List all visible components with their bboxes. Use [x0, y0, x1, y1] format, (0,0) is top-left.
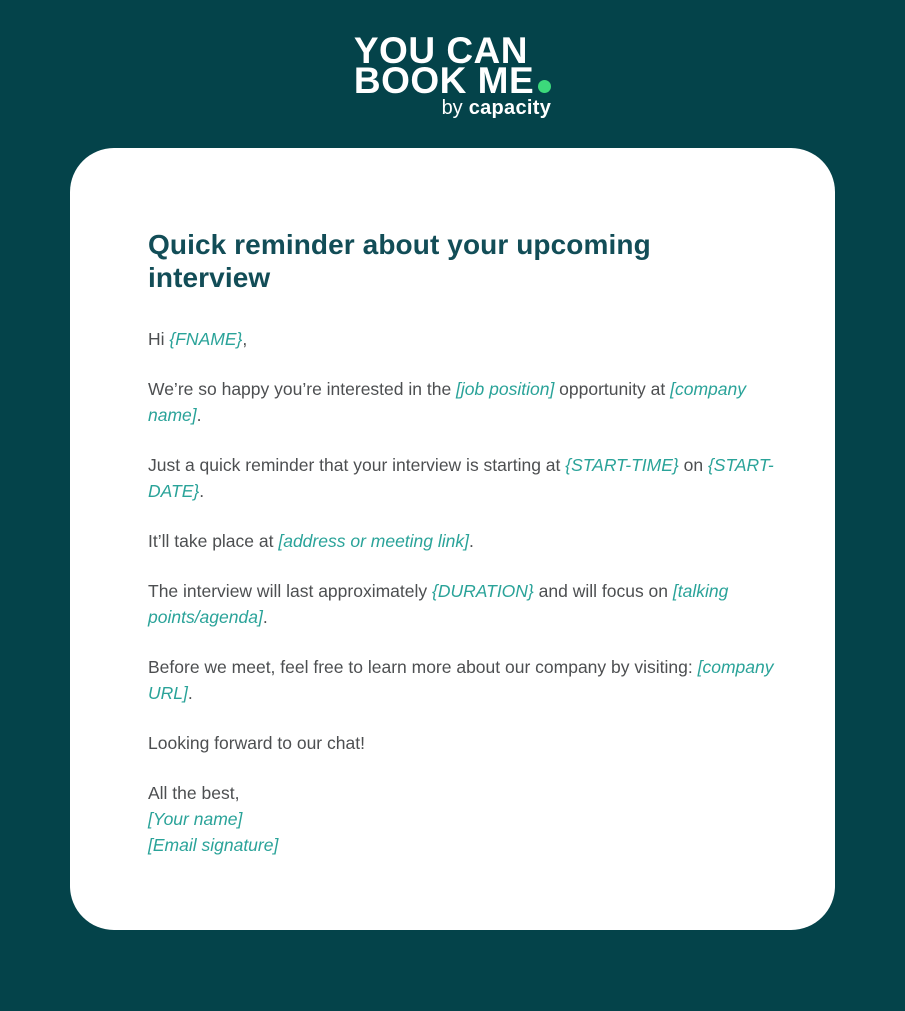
text-segment: The interview will last approximately	[148, 581, 432, 601]
email-paragraph	[148, 326, 777, 352]
text-segment: .	[469, 531, 474, 551]
placeholder-token: {START-DATE}	[148, 455, 774, 501]
text-segment: It’ll take place at	[148, 531, 279, 551]
placeholder-token: {FNAME}	[169, 329, 243, 349]
text-segment: Looking forward to our chat!	[148, 733, 365, 753]
placeholder-token: [company name]	[148, 379, 746, 425]
placeholder-token: [talking points/agenda]	[148, 581, 729, 627]
logo-byline-prefix: by	[441, 97, 463, 119]
text-segment: .	[262, 607, 268, 627]
text-segment: .	[187, 683, 193, 703]
logo-text-line1: YOU CAN	[353, 30, 528, 71]
logo-byline-brand: capacity	[468, 97, 552, 119]
email-paragraph	[148, 376, 777, 428]
brand-logo	[353, 30, 552, 119]
text-segment: Before we meet, feel free to learn more about our company by visiting:	[148, 657, 698, 677]
placeholder-token: [company URL]	[148, 657, 774, 703]
placeholder-token: {DURATION}	[432, 581, 534, 601]
text-segment: Hi	[148, 329, 170, 349]
email-body	[148, 326, 777, 858]
text-segment: Just a quick reminder that your interview is starting at	[148, 455, 566, 475]
text-segment: ,	[242, 329, 248, 349]
email-paragraph	[148, 654, 777, 706]
email-paragraph	[148, 730, 777, 756]
text-segment: and will focus on	[533, 581, 673, 601]
text-segment: We’re so happy you’re interested in the	[148, 379, 457, 399]
header	[0, 0, 905, 148]
logo-green-dot-icon	[538, 80, 551, 93]
text-segment: .	[196, 405, 202, 425]
logo-text-line2	[353, 60, 551, 101]
text-segment: All the best,	[148, 783, 240, 803]
text-segment: on	[678, 455, 708, 475]
email-heading: Quick reminder about your upcoming interview	[148, 229, 651, 293]
placeholder-token: {START-TIME}	[565, 455, 679, 475]
placeholder-token: [Your name]	[148, 809, 243, 829]
placeholder-token: [job position]	[456, 379, 555, 399]
email-paragraph	[148, 528, 777, 554]
logo-text-line2-label: BOOK ME	[353, 60, 535, 101]
email-paragraph	[148, 780, 777, 858]
placeholder-token: [address or meeting link]	[278, 531, 470, 551]
text-segment: .	[199, 481, 205, 501]
email-paragraph	[148, 452, 777, 504]
email-paragraph	[148, 578, 777, 630]
placeholder-token: [Email signature]	[148, 835, 279, 855]
email-card	[70, 148, 835, 930]
text-segment: opportunity at	[554, 379, 671, 399]
